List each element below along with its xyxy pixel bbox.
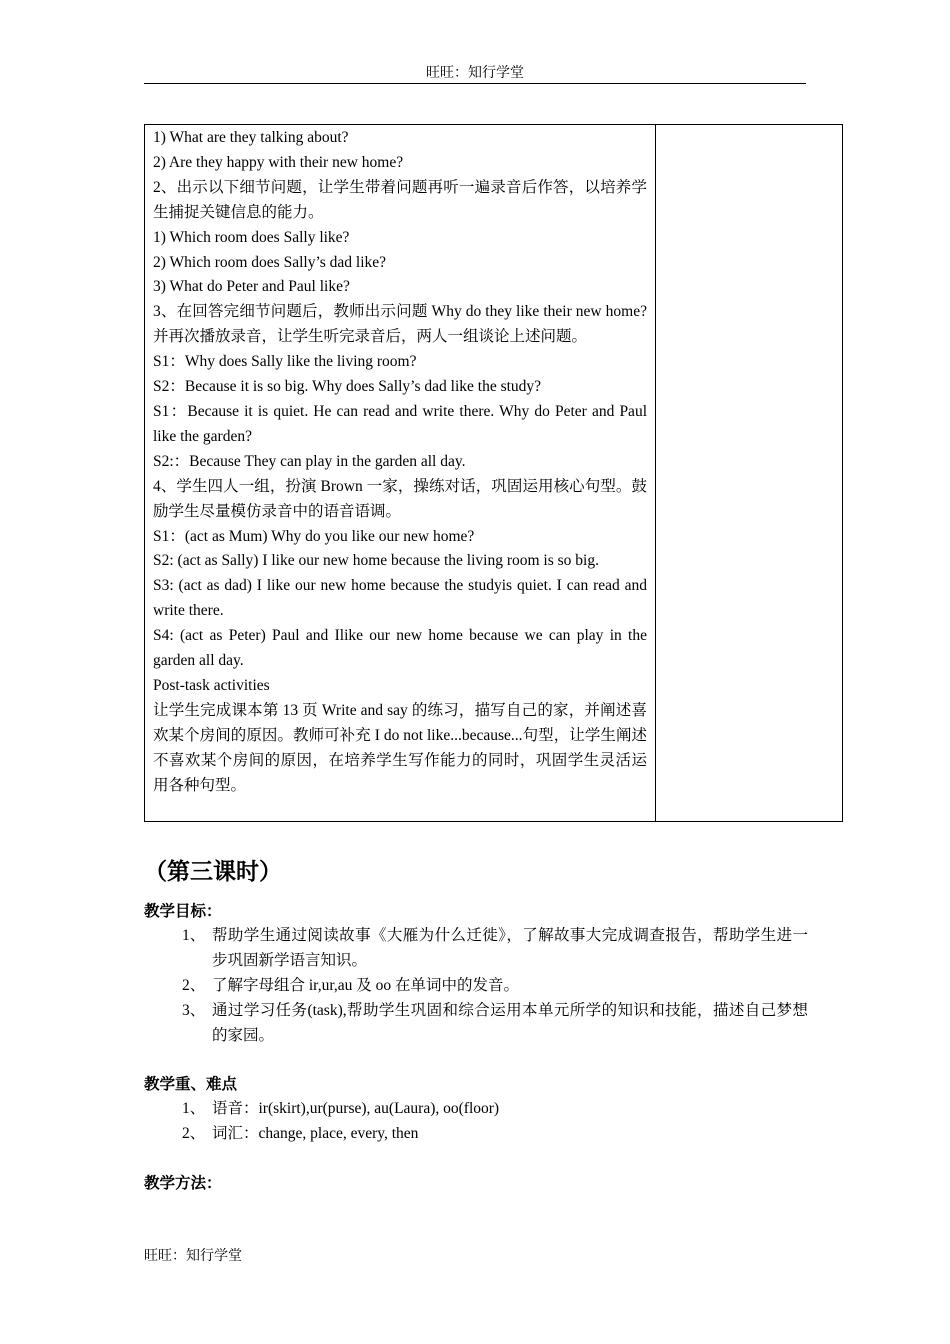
- goal-text: 了解字母组合 ir,ur,au 及 oo 在单词中的发音。: [212, 977, 520, 994]
- table-line: 3) What do Peter and Paul like?: [153, 278, 350, 296]
- header-rule: [144, 83, 806, 84]
- table-line: 2) Are they happy with their new home?: [153, 153, 404, 171]
- keypoint-number: 2、: [182, 1125, 206, 1142]
- page-header: 旺旺：知行学堂: [426, 66, 524, 81]
- table-line: Post-task activities: [153, 676, 270, 694]
- lesson-table: [144, 124, 843, 822]
- list-item: [182, 998, 808, 1048]
- keypoints-list: [182, 1096, 808, 1146]
- table-line: 2、出示以下细节问题，让学生带着问题再听一遍录音后作答，以培养学生捕捉关键信息的能力。: [153, 178, 647, 221]
- table-line: S1：Because it is quiet. He can read and write there. Why do Peter and Paul like the garden?: [153, 402, 647, 445]
- section-title: （第三课时）: [144, 859, 282, 885]
- lesson-content-cell: [145, 125, 656, 821]
- goal-text: 通过学习任务(task),帮助学生巩固和综合运用本单元所学的知识和技能，描述自己梦想的家园。: [212, 1002, 808, 1044]
- methods-heading: 教学方法：: [144, 1174, 222, 1192]
- table-line: S2:：Because They can play in the garden all day.: [153, 452, 466, 470]
- list-item: [182, 1096, 808, 1121]
- table-line: S2：Because it is so big. Why does Sally’s dad like the study?: [153, 378, 542, 396]
- page-footer: 旺旺：知行学堂: [144, 1249, 242, 1264]
- keypoint-text: 语音：ir(skirt),ur(purse), au(Laura), oo(floor): [212, 1100, 500, 1117]
- table-line: S1：Why does Sally like the living room?: [153, 353, 417, 371]
- list-item: [182, 923, 808, 973]
- goals-heading: 教学目标：: [144, 902, 222, 920]
- goal-text: 帮助学生通过阅读故事《大雁为什么迁徙》，了解故事大完成调查报告，帮助学生进一步巩固新学语言知识。: [212, 927, 808, 969]
- keypoint-text: 词汇：change, place, every, then: [212, 1125, 419, 1142]
- table-line: S2: (act as Sally) I like our new home because the living room is so big.: [153, 552, 599, 570]
- table-line: 1) What are they talking about?: [153, 129, 349, 146]
- table-line: S4: (act as Peter) Paul and Ilike our new home because we can play in the garden all day.: [153, 627, 647, 670]
- table-line: 4、学生四人一组，扮演 Brown 一家，操练对话，巩固运用核心句型。鼓励学生尽量模仿录音中的语音语调。: [153, 477, 647, 520]
- table-line: S3: (act as dad) I like our new home because the studyis quiet. I can read and write there.: [153, 577, 647, 620]
- goal-number: 3、: [182, 1002, 206, 1019]
- table-line: 1) Which room does Sally like?: [153, 228, 350, 246]
- table-line: 3、在回答完细节问题后，教师出示问题 Why do they like their new home? 并再次播放录音，让学生听完录音后，两人一组谈论上述问题。: [153, 303, 647, 346]
- table-line: 2) Which room does Sally’s dad like?: [153, 253, 387, 271]
- table-line: S1：(act as Mum) Why do you like our new home?: [153, 527, 475, 545]
- goal-number: 1、: [182, 927, 206, 944]
- keypoints-heading: 教学重、难点: [144, 1075, 238, 1093]
- goals-list: [182, 923, 808, 1048]
- notes-cell: [656, 125, 842, 821]
- keypoint-number: 1、: [182, 1100, 206, 1117]
- list-item: [182, 973, 808, 998]
- table-line: 让学生完成课本第 13 页 Write and say 的练习，描写自己的家，并阐述喜欢某个房间的原因。教师可补充 I do not like...because...句型，让学生阐述不喜欢某个房间的原因，在培养学生写作能力的同时，巩固学生灵活运用各种句型。: [153, 701, 647, 794]
- goal-number: 2、: [182, 977, 206, 994]
- list-item: [182, 1121, 808, 1146]
